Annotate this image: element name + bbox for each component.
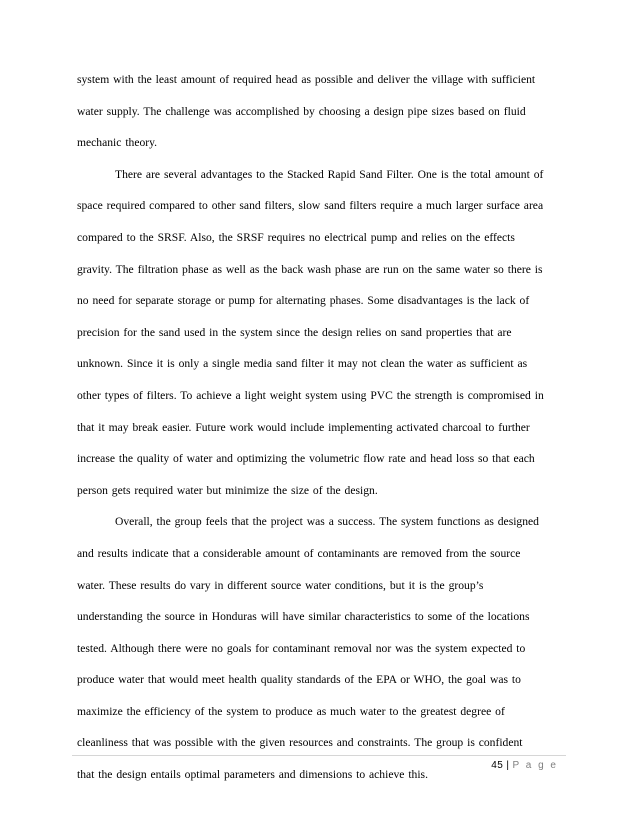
text-line: compared to the SRSF. Also, the SRSF requires no electrical pump and relies on the effects [77,230,515,244]
page-label: P a g e [512,760,558,771]
text-line: water supply. The challenge was accomplished by choosing a design pipe sizes based on fluid [77,104,526,118]
body-text [77,68,572,795]
page-number: 45 [491,760,504,771]
text-line: gravity. The filtration phase as well as the back wash phase are run on the same water so there is [77,262,543,276]
text-line: understanding the source in Honduras will have similar characteristics to some of the locations [77,610,530,624]
text-line: precision for the sand used in the system since the design relies on sand properties that are [77,325,512,339]
text-line: tested. Although there were no goals for contaminant removal nor was the system expected to [77,641,526,655]
text-line: system with the least amount of required head as possible and deliver the village with sufficient [77,73,536,86]
text-line: that the design entails optimal parameters and dimensions to achieve this. [77,768,428,782]
text-line: unknown. Since it is only a single media sand filter it may not clean the water as sufficient as [77,357,528,371]
text-line: mechanic theory. [77,136,158,150]
text-line: produce water that would meet health quality standards of the EPA or WHO, the goal was to [77,673,521,687]
page-footer [491,760,558,771]
text-line: space required compared to other sand filters, slow sand filters require a much larger surface area [77,199,544,213]
paragraph-start-line: Overall, the group feels that the project was a success. The system functions as designed [115,515,539,529]
text-line: that it may break easier. Future work would include implementing activated charcoal to further [77,420,530,434]
text-line: no need for separate storage or pump for alternating phases. Some disadvantages is the lack of [77,294,530,308]
text-line: and results indicate that a considerable amount of contaminants are removed from the source [77,546,521,560]
text-line: water. These results do vary in different source water conditions, but it is the group’s [77,578,484,592]
footer-separator: | [506,760,510,771]
paragraph-start-line: There are several advantages to the Stacked Rapid Sand Filter. One is the total amount of [115,167,544,181]
text-line: increase the quality of water and optimizing the volumetric flow rate and head loss so that each [77,452,535,466]
text-line: cleanliness that was possible with the given resources and constraints. The group is confident [77,736,523,750]
footer-divider [72,755,566,756]
text-line: other types of filters. To achieve a light weight system using PVC the strength is compromised in [77,388,544,402]
text-line: person gets required water but minimize the size of the design. [77,483,378,497]
text-line: maximize the efficiency of the system to produce as much water to the greatest degree of [77,704,505,718]
